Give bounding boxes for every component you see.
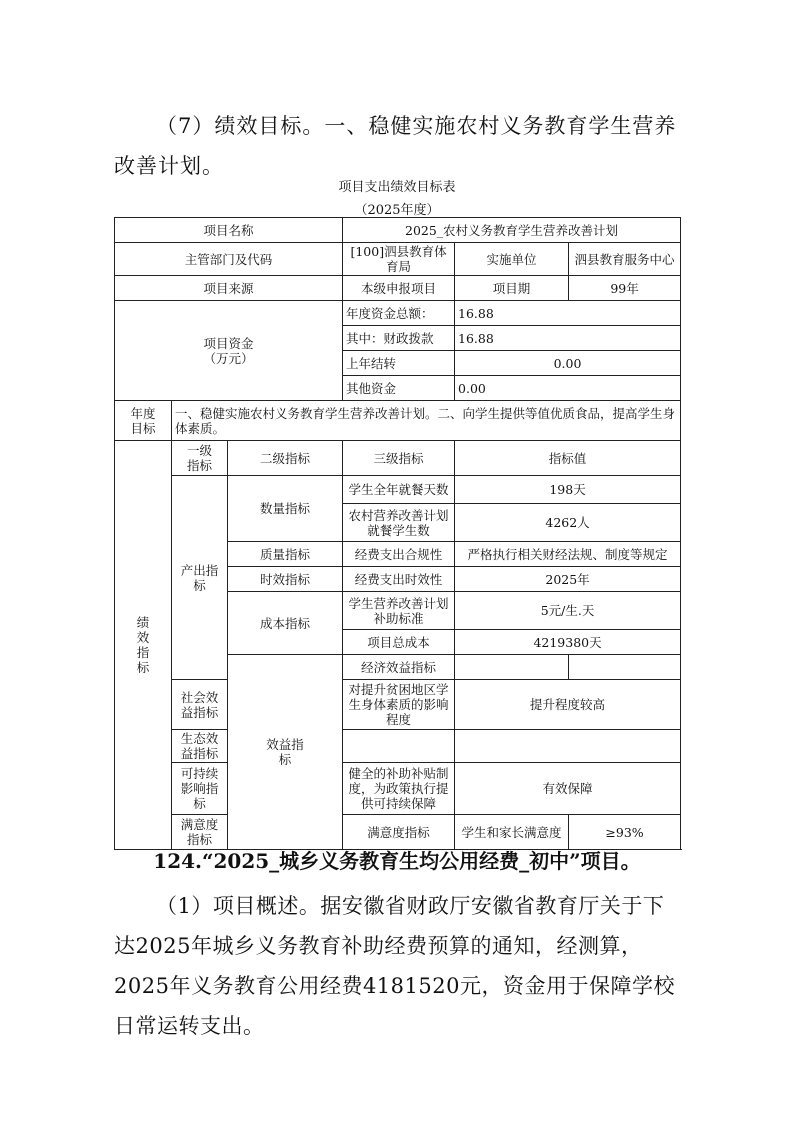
table-title: 项目支出绩效目标表 — [338, 180, 456, 195]
annual-goal-value: 一、稳健实施农村义务教育学生营养改善计划。二、向学生提供等值优质食品，提高学生身体素质。 — [172, 401, 681, 441]
indicator-value — [569, 655, 681, 680]
table-year: （2025年度） — [354, 203, 440, 218]
project-name-value: 2025_农村义务教育学生营养改善计划 — [343, 218, 681, 243]
unit-value: 泗县教育服务中心 — [569, 243, 681, 276]
funds-item-label: 上年结转 — [343, 351, 455, 376]
indicator-name: 学生全年就餐天数 — [343, 476, 455, 504]
table-row — [115, 441, 681, 476]
indicator-name — [343, 730, 455, 763]
satisfaction-indicator-label: 满意度指标 — [343, 815, 455, 850]
source-label: 项目来源 — [115, 276, 343, 301]
indicator-value: 有效保障 — [455, 763, 681, 815]
indicator-name — [455, 655, 569, 680]
col-header-value: 指标值 — [455, 441, 681, 476]
period-value: 99年 — [569, 276, 681, 301]
table-row — [115, 243, 681, 276]
indicator-name: 学生营养改善计划 补助标准 — [343, 592, 455, 630]
funds-item-label: 其他资金 — [343, 376, 455, 401]
indicator-value — [455, 730, 681, 763]
unit-label: 实施单位 — [455, 243, 569, 276]
section-heading: 124.“2025_城乡义务教育生均公用经费_初中”项目。 — [153, 849, 641, 873]
overview-paragraph: （1）项目概述。据安徽省财政厅安徽省教育厅关于下达2025年城乡义务教育补助经费预算的通知，经测算，2025年义务教育公用经费4181520元，资金用于保障学校日常运转支出。 — [114, 894, 675, 1038]
economic-indicator-label: 经济效益指标 — [343, 655, 455, 680]
dept-value: [100]泗县教育体育局 — [343, 243, 455, 276]
satisfaction-level1-label: 满意度 指标 — [172, 815, 228, 850]
indicator-name: 对提升贫困地区学 生身体素质的影响 程度 — [343, 680, 455, 730]
social-indicator-label: 社会效益指标 — [172, 680, 228, 730]
sustainable-indicator-label: 可持续影响指标 — [172, 763, 228, 815]
table-row — [115, 401, 681, 441]
table-row — [115, 476, 681, 504]
time-indicator-label: 时效指标 — [228, 567, 343, 592]
table-row — [115, 301, 681, 326]
col-header-level1: 一级 指标 — [172, 441, 228, 476]
source-value: 本级申报项目 — [343, 276, 455, 301]
indicator-value: 5元/生.天 — [455, 592, 681, 630]
cost-indicator-label: 成本指标 — [228, 592, 343, 655]
funds-label: 项目资金 （万元） — [115, 301, 343, 401]
indicator-name: 经费支出时效性 — [343, 567, 455, 592]
indicator-value: 4262人 — [455, 504, 681, 542]
table-row — [115, 730, 681, 763]
funds-item-value: 0.00 — [455, 376, 681, 401]
annual-goal-label: 年度 目标 — [115, 401, 172, 441]
funds-item-label: 其中：财政拨款 — [343, 326, 455, 351]
quality-indicator-label: 质量指标 — [228, 542, 343, 567]
indicator-value: 2025年 — [455, 567, 681, 592]
quantity-indicator-label: 数量指标 — [228, 476, 343, 542]
perf-indicator-label: 绩 效 指 标 — [115, 441, 172, 850]
indicator-name: 经费支出合规性 — [343, 542, 455, 567]
indicator-value: 严格执行相关财经法规、制度等规定 — [455, 542, 681, 567]
dept-label: 主管部门及代码 — [115, 243, 343, 276]
table-row — [115, 680, 681, 730]
benefit-indicator-label: 效益指 标 — [228, 655, 343, 850]
indicator-name: 学生和家长满意度 — [455, 815, 569, 850]
funds-item-label: 年度资金总额： — [343, 301, 455, 326]
indicator-value: 198天 — [455, 476, 681, 504]
col-header-level2: 二级指标 — [228, 441, 343, 476]
indicator-name: 项目总成本 — [343, 630, 455, 655]
table-row — [115, 763, 681, 815]
period-label: 项目期 — [455, 276, 569, 301]
funds-item-value: 0.00 — [455, 351, 681, 376]
indicator-name: 健全的补助补贴制 度，为政策执行提 供可持续保障 — [343, 763, 455, 815]
col-header-level3: 三级指标 — [343, 441, 455, 476]
project-name-label: 项目名称 — [115, 218, 343, 243]
performance-table — [114, 217, 681, 850]
funds-item-value: 16.88 — [455, 301, 681, 326]
indicator-value: 提升程度较高 — [455, 680, 681, 730]
output-indicator-label: 产出指 标 — [172, 476, 228, 680]
table-row — [115, 218, 681, 243]
goal-paragraph: （7）绩效目标。一、稳健实施农村义务教育学生营养改善计划。 — [114, 114, 677, 178]
ecological-indicator-label: 生态效益指标 — [172, 730, 228, 763]
indicator-name: 农村营养改善计划 就餐学生数 — [343, 504, 455, 542]
indicator-value: 4219380天 — [455, 630, 681, 655]
funds-item-value: 16.88 — [455, 326, 681, 351]
indicator-value: ≥93% — [569, 815, 681, 850]
table-row — [115, 276, 681, 301]
